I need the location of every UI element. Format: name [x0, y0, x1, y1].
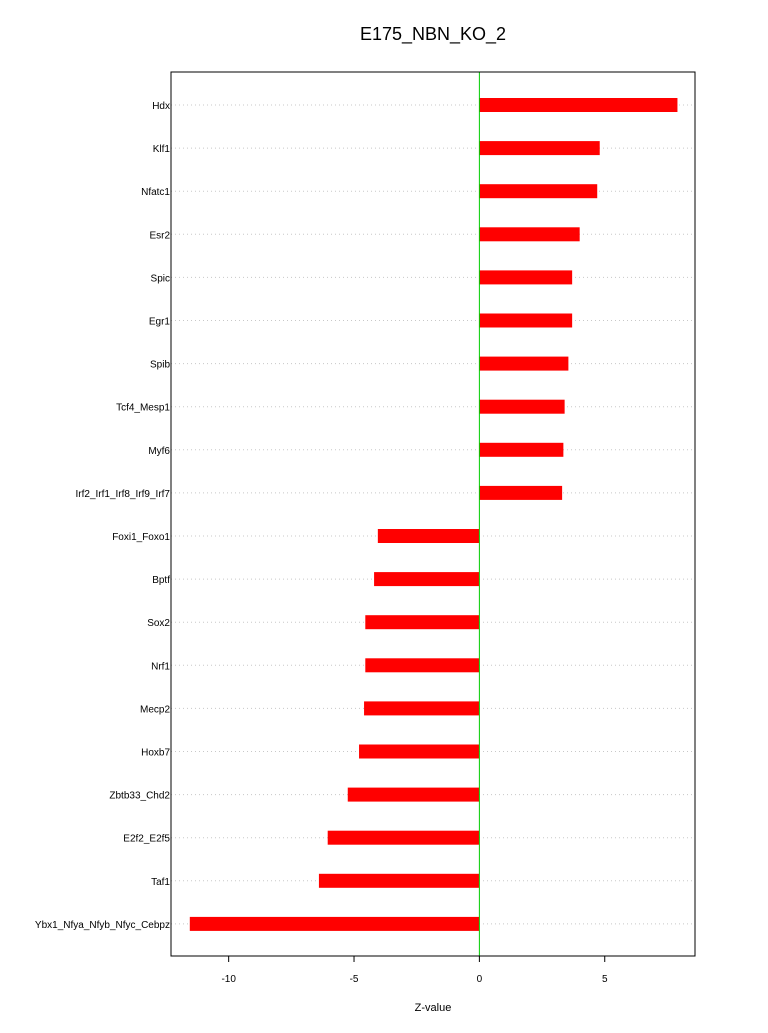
bar	[479, 486, 562, 500]
bar	[348, 788, 480, 802]
y-tick-label: Tcf4_Mesp1	[116, 402, 170, 414]
y-tick-label: Esr2	[149, 230, 170, 242]
x-tick-label: 0	[476, 974, 483, 985]
y-tick-label: Ybx1_Nfya_Nfyb_Nfyc_Cebpz	[34, 919, 170, 931]
y-tick-label: Hdx	[152, 101, 170, 112]
bar	[190, 917, 480, 931]
bar	[479, 98, 677, 112]
bar	[378, 529, 480, 543]
x-axis-label: Z-value	[414, 1002, 452, 1014]
y-tick-label: Bptf	[152, 575, 170, 587]
bar	[365, 658, 479, 672]
y-tick-label: Spic	[150, 273, 170, 285]
bar	[479, 357, 568, 371]
x-tick-label: -5	[349, 974, 359, 985]
bar	[319, 874, 479, 888]
bar	[374, 572, 479, 586]
x-tick-label: -10	[221, 974, 236, 985]
y-tick-label: Taf1	[151, 876, 170, 888]
y-tick-label: Irf2_Irf1_Irf8_Irf9_Irf7	[75, 488, 170, 500]
y-tick-label: Myf6	[148, 445, 170, 457]
y-tick-label: Nrf1	[151, 661, 170, 673]
y-tick-label: E2f2_E2f5	[123, 833, 170, 845]
bar	[328, 831, 480, 845]
bar	[479, 400, 564, 414]
bar	[365, 615, 479, 629]
y-tick-label: Zbtb33_Chd2	[109, 790, 170, 802]
y-tick-label: Foxi1_Foxo1	[112, 532, 170, 543]
bar	[479, 227, 579, 241]
y-tick-label: Mecp2	[139, 704, 170, 716]
bar	[479, 270, 572, 284]
y-tick-label: Spib	[149, 359, 170, 371]
bar	[479, 443, 563, 457]
bar	[359, 745, 479, 759]
y-tick-label: Egr1	[148, 316, 170, 328]
chart-title: E175_NBN_KO_2	[359, 24, 507, 44]
y-tick-label: Sox2	[147, 618, 170, 630]
y-tick-label: Hoxb7	[141, 747, 170, 759]
x-tick-label: 5	[601, 974, 608, 985]
bar	[364, 701, 479, 715]
y-tick-label: Nfatc1	[141, 187, 170, 199]
y-tick-label: Klf1	[152, 144, 170, 156]
bar	[479, 184, 597, 198]
plot-frame	[171, 72, 695, 956]
bar	[479, 141, 599, 155]
bar	[479, 314, 572, 328]
